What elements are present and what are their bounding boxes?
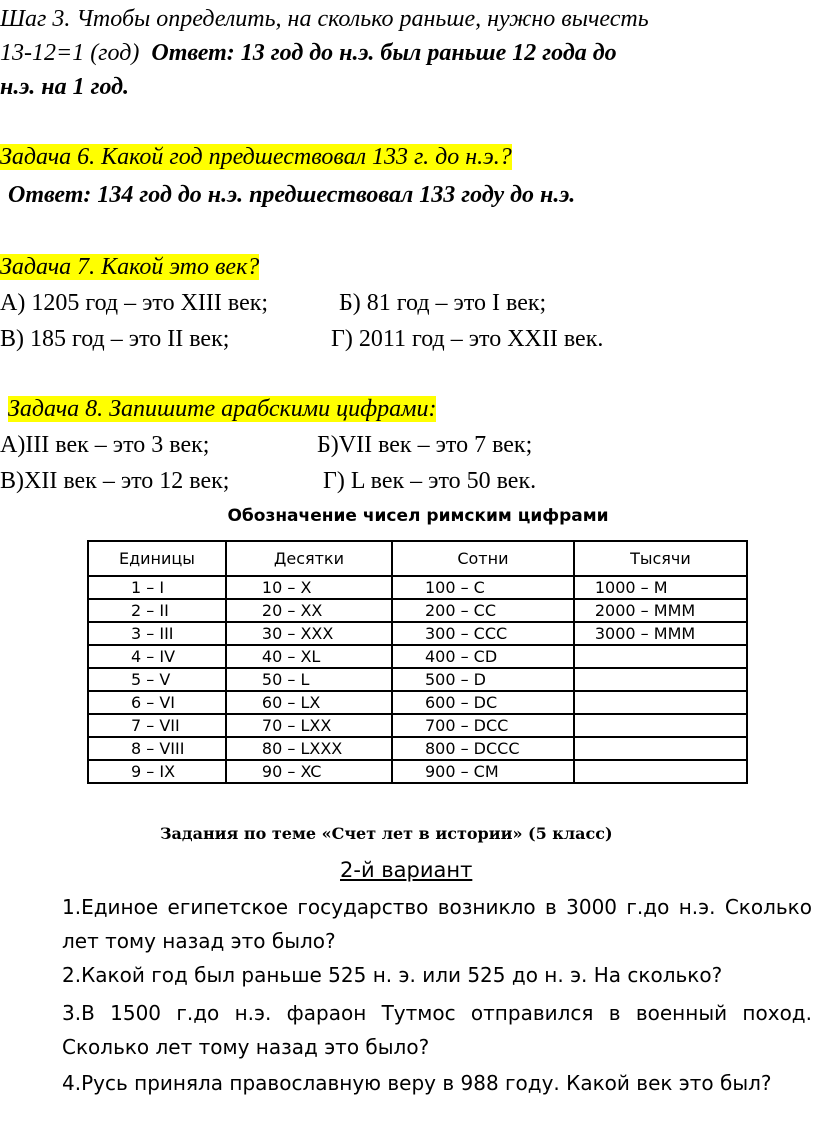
task6-question-line [0,142,512,172]
task-item-1: 1.Единое египетское государство возникло в 3000 г.до н.э. Сколько лет тому назад это было? [62,895,812,953]
step3-line3: н.э. на 1 год. [0,74,130,100]
task6-question: Задача 6. Какой год предшествовал 133 г. до н.э.? [0,144,512,170]
tasks-section-title: Задания по теме «Счет лет в истории» (5 класс) [160,824,613,843]
table-cell: 7 – VII [88,714,226,737]
table-cell: 500 – D [392,668,574,691]
task7-v: В) 185 год – это II век; [0,326,230,352]
variant-heading: 2-й вариант [340,858,473,882]
table-cell: 30 – XXX [226,622,392,645]
table-cell: 9 – IX [88,760,226,783]
table-cell [574,760,747,783]
table-header-row [88,541,747,576]
table-cell: 2 – II [88,599,226,622]
task7-g: Г) 2011 год – это XXII век. [331,326,604,352]
table-cell [574,691,747,714]
table-cell: 40 – XL [226,645,392,668]
table-cell [574,645,747,668]
table-cell: 70 – LXX [226,714,392,737]
table-cell: 1000 – M [574,576,747,599]
table-cell: 400 – CD [392,645,574,668]
table-row [88,645,747,668]
task7-a: А) 1205 год – это XIII век; [0,290,269,316]
table-row [88,576,747,599]
task8-g: Г) L век – это 50 век. [323,468,537,494]
table-row [88,714,747,737]
table-row [88,622,747,645]
task8-a: А)III век – это 3 век; [0,432,210,458]
step3-line1: Шаг 3. Чтобы определить, на сколько раньше, нужно вычесть [0,6,649,32]
step3-line2 [0,38,617,68]
table-row [88,760,747,783]
task-item-4: 4.Русь приняла православную веру в 988 году. Какой век это был? [62,1071,772,1095]
table-cell: 10 – X [226,576,392,599]
roman-table-title: Обозначение чисел римским цифрами [227,506,609,526]
table-cell: 300 – CCC [392,622,574,645]
step3-answer: Ответ: 13 год до н.э. был раньше 12 года до [151,40,617,66]
table-cell: 50 – L [226,668,392,691]
step3-calc: 13-12=1 (год) [0,40,140,66]
table-row [88,737,747,760]
task8-question: Задача 8. Запишите арабскими цифрами: [8,396,437,422]
task7-b: Б) 81 год – это I век; [339,290,547,316]
header-tens: Десятки [226,541,392,576]
table-cell: 6 – VI [88,691,226,714]
task7-question-line [0,252,259,282]
table-row [88,599,747,622]
table-cell: 60 – LX [226,691,392,714]
task7-question: Задача 7. Какой это век? [0,254,260,280]
table-cell: 200 – CC [392,599,574,622]
table-cell: 800 – DCCC [392,737,574,760]
table-cell: 3 – III [88,622,226,645]
table-cell: 4 – IV [88,645,226,668]
table-cell: 3000 – MMM [574,622,747,645]
roman-numerals-table [87,540,748,784]
task8-question-line [8,394,436,424]
task-item-2: 2.Какой год был раньше 525 н. э. или 525 до н. э. На сколько? [62,963,723,987]
table-cell [574,714,747,737]
table-cell: 600 – DC [392,691,574,714]
table-cell: 90 – XC [226,760,392,783]
table-cell [574,668,747,691]
table-cell: 5 – V [88,668,226,691]
table-row [88,668,747,691]
header-hundreds: Сотни [392,541,574,576]
task-item-3: 3.В 1500 г.до н.э. фараон Тутмос отправился в военный поход. Сколько лет тому назад это было? [62,1001,812,1059]
header-units: Единицы [88,541,226,576]
task8-v: В)XII век – это 12 век; [0,468,230,494]
table-cell: 100 – C [392,576,574,599]
table-row [88,691,747,714]
table-cell: 2000 – MMM [574,599,747,622]
table-cell: 20 – XX [226,599,392,622]
table-cell: 700 – DCC [392,714,574,737]
table-cell: 80 – LXXX [226,737,392,760]
table-cell: 8 – VIII [88,737,226,760]
task6-answer: Ответ: 134 год до н.э. предшествовал 133 году до н.э. [8,182,576,208]
task8-b: Б)VII век – это 7 век; [317,432,533,458]
header-thousands: Тысячи [574,541,747,576]
table-cell: 900 – CM [392,760,574,783]
table-cell [574,737,747,760]
table-cell: 1 – I [88,576,226,599]
